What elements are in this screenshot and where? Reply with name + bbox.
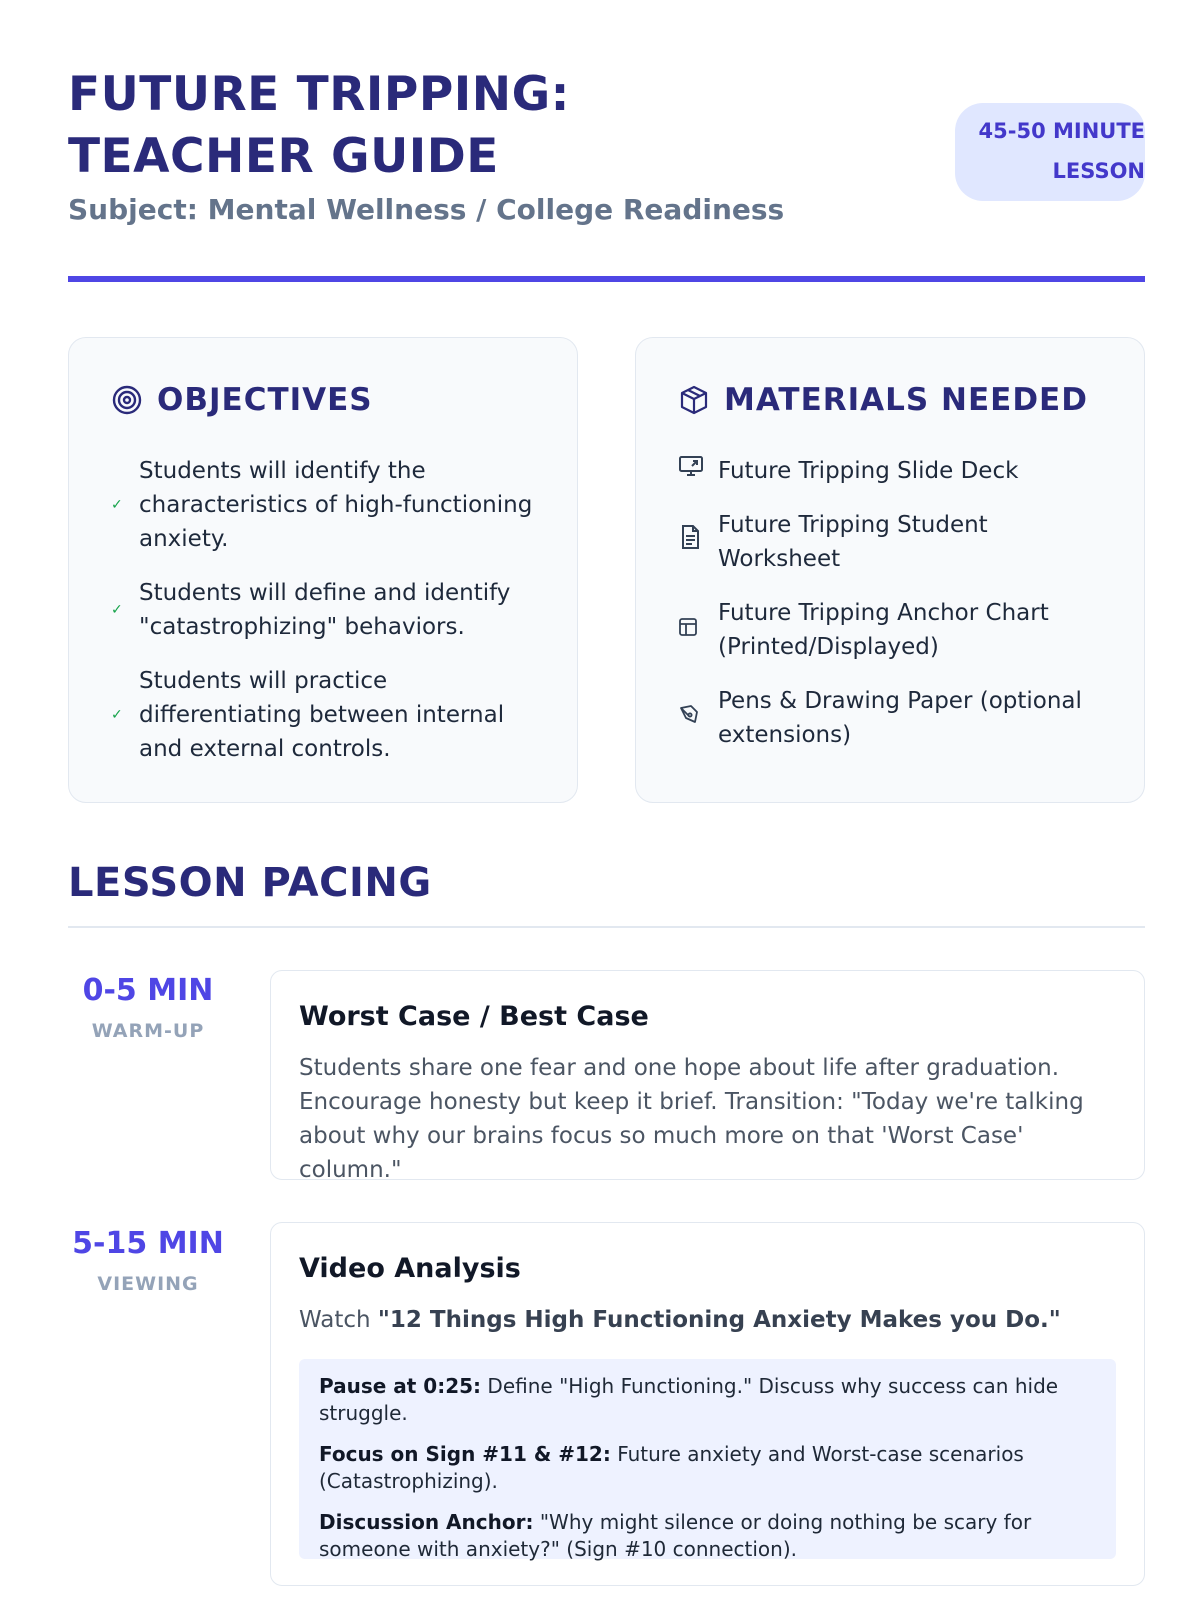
objectives-title: OBJECTIVES	[157, 382, 373, 418]
segment-phase: VIEWING	[97, 1273, 199, 1295]
target-icon	[111, 384, 143, 416]
segment-time: 0-5 MIN	[82, 973, 214, 1008]
segment-description	[299, 1303, 1116, 1337]
material-label: Future Tripping Slide Deck	[718, 458, 1019, 484]
objectives-list	[111, 454, 537, 786]
segment-heading: Worst Case / Best Case	[299, 1001, 649, 1032]
objectives-card	[68, 337, 578, 803]
check-icon: ✓	[111, 707, 123, 723]
note-text: Define "High Functioning." Discuss why success can hide struggle.	[319, 1374, 1059, 1425]
page-subtitle: Subject: Mental Wellness / College Readiness	[68, 193, 785, 226]
objective-item	[111, 454, 537, 556]
monitor-icon	[678, 454, 706, 488]
note-text: Future anxiety and Worst-case scenarios (Catastrophizing).	[319, 1442, 1024, 1493]
objective-text: Students will identify the characteristics of high-functioning anxiety.	[139, 458, 533, 552]
pen-tool-icon	[678, 701, 706, 735]
note-label: Focus on Sign #11 & #12:	[319, 1442, 611, 1466]
segment-card	[270, 970, 1145, 1183]
segment-description: Students share one fear and one hope about life after graduation. Encourage honesty but keep it brief. Transition: "Today we're talking about why our brains focus so much more on that 'Worst Case' column."	[299, 1055, 1084, 1183]
note-item	[319, 1509, 1096, 1563]
header-divider	[68, 276, 1145, 282]
material-item	[678, 684, 1104, 752]
objective-text: Students will practice differentiating between internal and external controls.	[139, 668, 505, 762]
segment-time-block	[68, 972, 228, 1042]
check-icon: ✓	[111, 602, 123, 618]
note-item	[319, 1441, 1096, 1495]
material-label: Future Tripping Anchor Chart (Printed/Displayed)	[718, 600, 1049, 660]
section-divider	[68, 926, 1145, 928]
note-label: Discussion Anchor:	[319, 1510, 534, 1534]
teacher-notes-box	[299, 1359, 1116, 1559]
page-title: FUTURE TRIPPING: TEACHER GUIDE	[68, 67, 570, 184]
document-icon	[678, 524, 706, 560]
materials-title: MATERIALS NEEDED	[724, 382, 1088, 418]
objective-text: Students will define and identify "catastrophizing" behaviors.	[139, 580, 511, 640]
note-text: "Why might silence or doing nothing be scary for someone with anxiety?" (Sign #10 connection).	[319, 1510, 1032, 1561]
package-icon	[678, 384, 710, 416]
material-item	[678, 596, 1104, 664]
material-label: Pens & Drawing Paper (optional extensions)	[718, 688, 1082, 748]
objectives-header	[111, 382, 373, 418]
objective-item	[111, 576, 537, 644]
segment-time-block	[68, 1225, 228, 1295]
segment-phase: WARM-UP	[91, 1020, 205, 1042]
materials-card	[635, 337, 1145, 803]
segment-heading: Video Analysis	[299, 1253, 521, 1284]
objective-item	[111, 664, 537, 766]
materials-header	[678, 382, 1088, 418]
duration-badge: 45-50 MINUTE LESSON	[955, 103, 1145, 201]
watch-prefix: Watch	[299, 1307, 371, 1333]
material-label: Future Tripping Student Worksheet	[718, 512, 988, 572]
note-item	[319, 1373, 1096, 1427]
lesson-pacing-title: LESSON PACING	[68, 860, 432, 906]
material-item	[678, 454, 1104, 488]
video-title: "12 Things High Functioning Anxiety Makes you Do."	[377, 1307, 1061, 1333]
segment-card	[270, 1222, 1145, 1586]
material-item	[678, 508, 1104, 576]
check-icon: ✓	[111, 497, 123, 513]
segment-time: 5-15 MIN	[72, 1226, 224, 1261]
layout-icon	[678, 613, 706, 647]
materials-list	[678, 454, 1104, 772]
note-label: Pause at 0:25:	[319, 1374, 482, 1398]
